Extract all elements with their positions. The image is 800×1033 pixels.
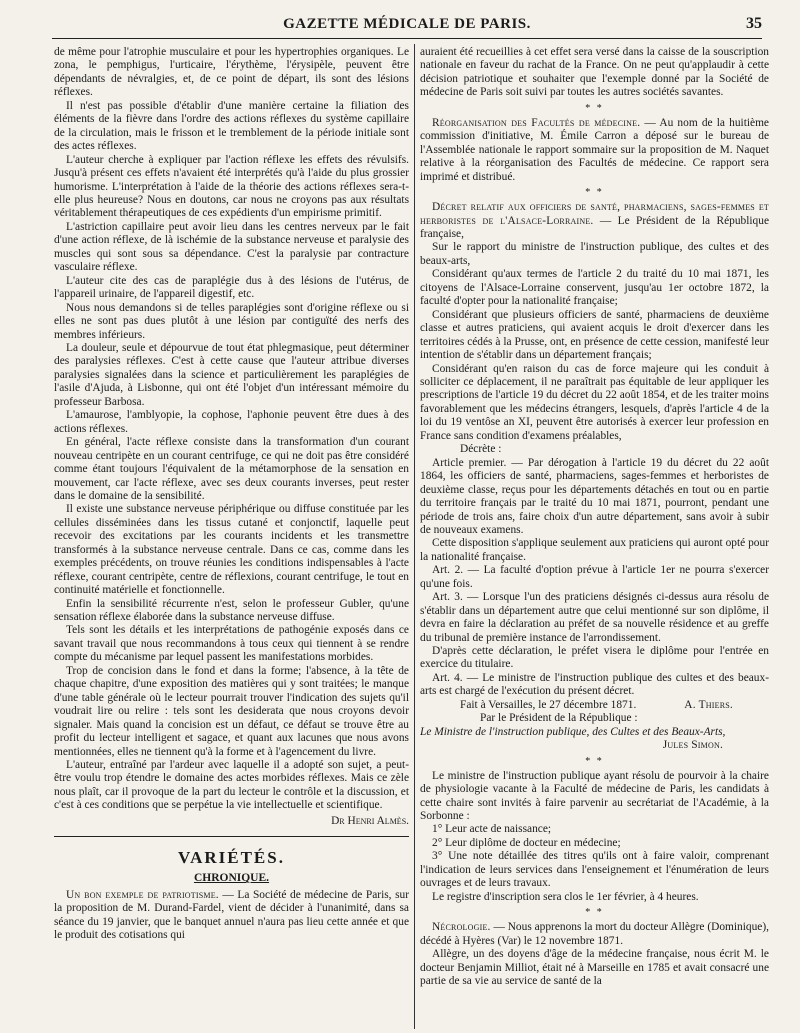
running-title: GAZETTE MÉDICALE DE PARIS. bbox=[283, 16, 531, 32]
right-column bbox=[420, 46, 769, 1029]
paragraph: L'amaurose, l'amblyopie, la cophose, l'aphonie peuvent être dues à des actions réflexes. bbox=[54, 409, 409, 435]
paragraph: Il existe une substance nerveuse périphérique ou diffuse constituée par les cellules disséminées dans les tissus cutané et conjonctif, laquelle peut recevoir des excitations par les courants incidents et les transmettre transformés à la substance nerveuse centrale. Dans ce cas, comme dans les exemples précédents, on trouve réunies les conditions indispensables à l'acte réflexe, courant centripète, centre de réflexions, courant centrifuge, le tout en continuité matérielle et fonctionnelle. bbox=[54, 503, 409, 597]
concours-item: 2° Leur diplôme de docteur en médecine; bbox=[432, 836, 621, 849]
signed-name: A. Thiers. bbox=[684, 698, 733, 711]
concours-paragraph: Le ministre de l'instruction publique ayant résolu de pourvoir à la chaire de physiologie vacante à la Faculté de médecine de Paris, les candidats à cette chaire sont invités à faire parvenir au secrétariat de l'Académie, à la Sorbonne : bbox=[420, 769, 769, 823]
news-text: — Le Président de la République française, bbox=[420, 214, 769, 240]
decree-article: Article premier. — Par dérogation à l'article 19 du décret du 22 août 1864, les officiers de santé, pharmaciens, sages-femmes et herboristes de deuxième classe, reçus pour les départements détachés en tout ou en partie du territoire français par le traité du 10 mai 1871, pourront, pendant une période de trois ans, faire choix d'un autre département, sans avoir à subir de nouveaux examens. bbox=[420, 456, 769, 536]
separator-stars: * * bbox=[585, 907, 604, 919]
paragraph: L'astriction capillaire peut avoir lieu dans les centres nerveux par le fait d'une action réflexe, de là ischémie de la substance nerveuse et paralysie des muscles qui sont sous sa dépendance. C'est la paralysie par contracture vasculaire réflexe. bbox=[54, 220, 409, 274]
minister-line: Le Ministre de l'instruction publique, des Cultes et des Beaux-Arts, bbox=[420, 725, 726, 738]
paragraph: L'auteur, entraîné par l'ardeur avec laquelle il a adopté son sujet, a peut-être voulu trop étendre le domaine des actes morbides réflexes. Mais ce zèle nous plaît, car il provoque de la part du lecteur le contrôle et la discussion, et c'est à ces conditions que se perpétue la vie intellectuelle et scientifique. bbox=[54, 759, 409, 812]
chronique-paragraph bbox=[54, 889, 409, 943]
separator-stars: * * bbox=[585, 187, 604, 199]
paragraph: Allègre, un des doyens d'âge de la médecine française, nous écrit M. le docteur Benjamin Milliot, était né à Marseille en 1785 et avait consacré une partie de sa vie au service de santé de la bbox=[420, 948, 769, 987]
decree-paragraph: D'après cette déclaration, le préfet visera le diplôme pour l'entrée en exercice du titulaire. bbox=[420, 645, 769, 671]
paragraph: En général, l'acte réflexe consiste dans la transformation d'un courant nouveau centripète en un courant centrifuge, ce qui ne doit pas être considéré comme étant toujours l'équivalent de la métamorphose de la sensation en mouvement, car l'acte réflexe, avec ses deux courants inverses, peut rester dans le domaine de la sensibilité. bbox=[54, 436, 409, 502]
subsection-title: CHRONIQUE. bbox=[193, 872, 270, 885]
paragraph: Trop de concision dans le fond et dans la forme; l'absence, à la tête de chaque chapitre, d'une exposition des matières qui y sont traitées; le manque d'une table générale où le lecteur pourrait trouver l'indication des sujets qu'il voudrait lire ou relire : tels sont les desiderata que nous croyons devoir signaler. Mais quand la concision est un défaut, ce défaut se trouve être au profit du lecteur intelligent et sagace, et quant aux lacunes que nous avons mentionnées, elles ne tiennent qu'à la forme et à l'agencement du livre. bbox=[54, 664, 409, 758]
paragraph: Tels sont les détails et les interprétations de pathogénie exposés dans ce savant travail que nous recommandons à tous ceux qui tiennent à se rendre compte du mécanisme par lequel passent les manifestations morbides. bbox=[54, 624, 409, 664]
news-lead: Réorganisation des Facultés de médecine. bbox=[432, 116, 641, 129]
chronique-lead: Un bon exemple de patriotisme. bbox=[66, 888, 219, 901]
decree-article: Art. 3. — Lorsque l'un des praticiens désignés ci-dessus aura résolu de s'établir dans un département autre que celui mentionné sur son diplôme, il devra en faire la déclaration au préfet de sa nouvelle résidence et au greffe du tribunal de première instance de l'arrondissement. bbox=[420, 591, 769, 644]
page-number: 35 bbox=[746, 15, 762, 32]
news-item bbox=[420, 201, 769, 241]
paragraph: de même pour l'atrophie musculaire et pour les hypertrophies organiques. Le zona, le pemphigus, l'urticaire, l'érythème, l'érysipèle, peuvent être dépendants de névralgies, et, de ce point de départ, ils sont des lésions réflexes. bbox=[54, 46, 409, 99]
column-divider bbox=[414, 44, 415, 1029]
separator-stars: * * bbox=[585, 102, 604, 114]
decree-article: Art. 2. — La faculté d'option prévue à l'article 1er ne pourra s'exercer qu'une fois. bbox=[420, 564, 769, 590]
section-title: VARIÉTÉS. bbox=[178, 848, 285, 868]
necrology-lead: Nécrologie. bbox=[432, 921, 491, 934]
news-item bbox=[420, 117, 769, 184]
author-signature: Dr Henri Almès. bbox=[331, 814, 409, 827]
by-president: Par le Président de la République : bbox=[480, 712, 638, 725]
separator-stars: * * bbox=[585, 755, 604, 767]
decree-heading: Décrète : bbox=[460, 443, 502, 456]
concours-paragraph: Le registre d'inscription sera clos le 1er février, à 4 heures. bbox=[432, 890, 699, 903]
left-column bbox=[54, 46, 409, 1029]
decree-paragraph: Considérant qu'aux termes de l'article 2 du traité du 10 mai 1871, les citoyens de l'Alsace-Lorraine conservent, jusqu'au 1er octobre 1872, la faculté d'opter pour la nationalité française; bbox=[420, 268, 769, 308]
minister-name-text: Jules Simon. bbox=[662, 739, 723, 752]
page-header bbox=[52, 14, 762, 39]
chronique-text: — La Société de médecine de Paris, sur la proposition de M. Durand-Fardel, vient de décider à l'unanimité, dans sa séance du 19 janvier, que le banquet annuel n'aura pas lieu cette année et que le produit des cotisations qui bbox=[54, 888, 409, 942]
paragraph: La douleur, seule et dépourvue de tout état phlegmasique, peut déterminer des paralysies réflexes. C'est à cette cause que l'auteur attribue diverses paralysies signalées dans la science et particulièrement les paraplégies de l'asile d'Ajuda, à Lisbonne, qui ont été l'objet d'un intéressant mémoire du professeur Barbosa. bbox=[54, 341, 409, 408]
decree-paragraph: Sur le rapport du ministre de l'instruction publique, des cultes et des beaux-arts, bbox=[420, 241, 769, 267]
minister-name bbox=[420, 739, 769, 752]
decree-article: Art. 4. — Le ministre de l'instruction publique des cultes et des beaux-arts est chargé de l'exécution du présent décret. bbox=[420, 671, 769, 698]
paragraph: Enfin la sensibilité récurrente n'est, selon le professeur Gubler, qu'une sensation réflexe élaborée dans la substance nerveuse diffuse. bbox=[54, 597, 409, 624]
paragraph: auraient été recueillies à cet effet sera versé dans la caisse de la souscription nationale en faveur du rachat de la France. On ne peut qu'applaudir à cette décision patriotique et souhaiter que l'exemple donné par la Société de médecine de Paris soit suivi par toutes les autres sociétés savantes. bbox=[420, 46, 769, 99]
signed-line bbox=[420, 699, 769, 712]
decree-paragraph: Cette disposition s'applique seulement aux praticiens qui auront opté pour la nationalité française. bbox=[420, 537, 769, 563]
decree-paragraph: Considérant qu'en raison du cas de force majeure qui les conduit à solliciter ce déplacement, il ne paraîtrait pas équitable de leur appliquer les prescriptions de l'article 19 du décret du 22 août 1854, et de les traiter moins favorablement que les médecins étrangers, lesquels, d'après l'article 4 de la loi du 19 ventôse an XI, peuvent être autorisés à exercer leur profession en France sans condition d'examens préalables, bbox=[420, 362, 769, 442]
necrology-text: — Nous apprenons la mort du docteur Allègre (Dominique), décédé à Hyères (Var) le 12 novembre 1871. bbox=[420, 921, 769, 947]
paragraph: Nous nous demandons si de telles paraplégies sont d'origine réflexe ou si elles ne sont pas dues plutôt à une lésion par contiguïté des nerfs des membres inférieurs. bbox=[54, 301, 409, 341]
decree-paragraph: Considérant que plusieurs officiers de santé, pharmaciens de deuxième classe et autres praticiens, qui avaient acquis le droit d'exercer dans les territoires cédés à la Prusse, ont, en présence de cette cession, manifesté leur intention de s'établir dans un département français; bbox=[420, 308, 769, 362]
news-lead: Décret relatif aux officiers de santé, pharmaciens, sages-femmes et herboristes de l'Alsace-Lorraine. bbox=[420, 201, 769, 227]
news-text: — Au nom de la huitième commission d'initiative, M. Émile Carron a déposé sur le bureau de l'Assemblée nationale le rapport sommaire sur la proposition de M. Naquet relative à la réorganisation des Facultés de médecine. Ce rapport sera imprimé et distribué. bbox=[420, 116, 769, 183]
necrology-item bbox=[420, 921, 769, 948]
section-rule bbox=[54, 836, 409, 837]
paragraph: Il n'est pas possible d'établir d'une manière certaine la filiation des éléments de la fièvre dans l'ordre des actions réflexes du système capillaire de la circulation, mais le frisson et le tremblement de la période initiale sont des actes réflexes. bbox=[54, 99, 409, 153]
concours-item: 3° Une note détaillée des titres qu'ils ont à faire valoir, comprenant l'indication de leurs services dans l'enseignement et l'énumération de leurs ouvrages et de leurs travaux. bbox=[420, 850, 769, 890]
concours-item: 1° Leur acte de naissance; bbox=[432, 823, 552, 836]
paragraph: L'auteur cherche à expliquer par l'action réflexe les effets des révulsifs. Jusqu'à présent ces effets n'avaient été interprétés qu'à l'aide du plus grossier humorisme. L'interprétation à l'aide de la théorie des actions réflexes sera-t-elle plus heureuse? Nous en doutons, car nous ne croyons pas aux résultats véritablement thérapeutiques de ces expédients d'un empirisme primitif. bbox=[54, 153, 409, 220]
signed-place-date: Fait à Versailles, le 27 décembre 1871. bbox=[460, 698, 637, 711]
paragraph: L'auteur cite des cas de paraplégie dus à des lésions de l'utérus, de l'appareil urinaire, de l'appareil digestif, etc. bbox=[54, 274, 409, 301]
